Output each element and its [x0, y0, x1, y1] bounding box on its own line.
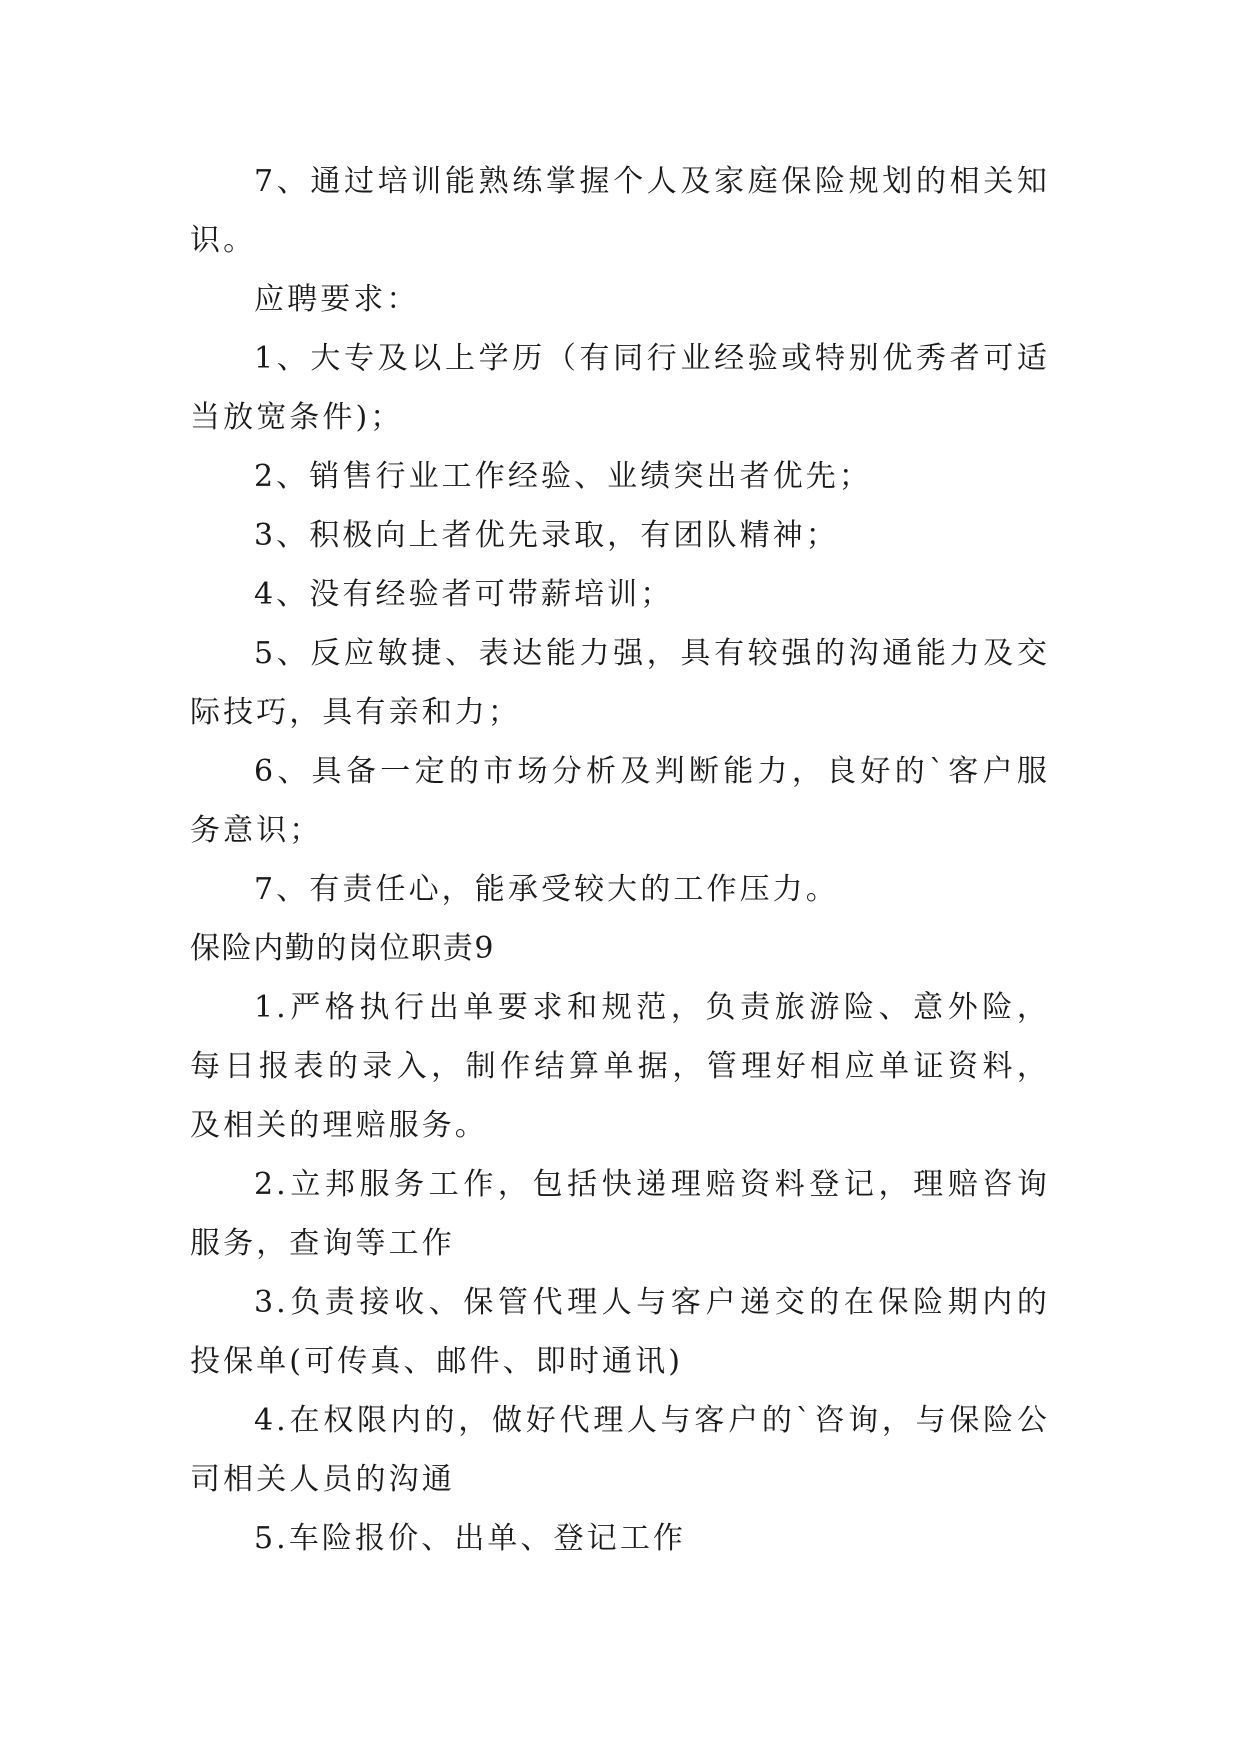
paragraph-requirement-team-spirit: 3、积极向上者优先录取，有团队精神；	[254, 518, 839, 553]
paragraph-requirement-education: 1、大专及以上学历（有同行业经验或特别优秀者可适当放宽条件)；	[190, 341, 1050, 435]
paragraph-duty-issuing-policies: 1.严格执行出单要求和规范，负责旅游险、意外险，每日报表的录入，制作结算单据，管理好相应单证资料，及相关的理赔服务。	[190, 990, 1050, 1143]
paragraph-requirement-responsibility: 7、有责任心，能承受较大的工作压力。	[254, 872, 839, 907]
document-body	[190, 152, 1050, 1568]
paragraph-requirement-sales-experience: 2、销售行业工作经验、业绩突出者优先；	[254, 459, 872, 494]
paragraph-requirements-heading: 应聘要求：	[254, 282, 420, 317]
paragraph-requirement-paid-training: 4、没有经验者可带薪培训；	[254, 577, 674, 612]
paragraph-training-knowledge: 7、通过培训能熟练掌握个人及家庭保险规划的相关知识。	[190, 164, 1050, 258]
section-heading: 保险内勤的岗位职责9	[190, 931, 496, 966]
paragraph-duty-consultation: 4.在权限内的，做好代理人与客户的`咨询，与保险公司相关人员的沟通	[190, 1403, 1050, 1497]
paragraph-duty-claims-service: 2.立邦服务工作，包括快递理赔资料登记，理赔咨询服务，查询等工作	[190, 1167, 1050, 1261]
paragraph-duty-receive-applications: 3.负责接收、保管代理人与客户递交的在保险期内的投保单(可传真、邮件、即时通讯)	[190, 1285, 1050, 1379]
paragraph-requirement-market-analysis: 6、具备一定的市场分析及判断能力，良好的`客户服务意识；	[190, 754, 1050, 848]
paragraph-duty-auto-insurance: 5.车险报价、出单、登记工作	[254, 1521, 687, 1556]
paragraph-requirement-communication: 5、反应敏捷、表达能力强，具有较强的沟通能力及交际技巧，具有亲和力；	[190, 636, 1050, 730]
